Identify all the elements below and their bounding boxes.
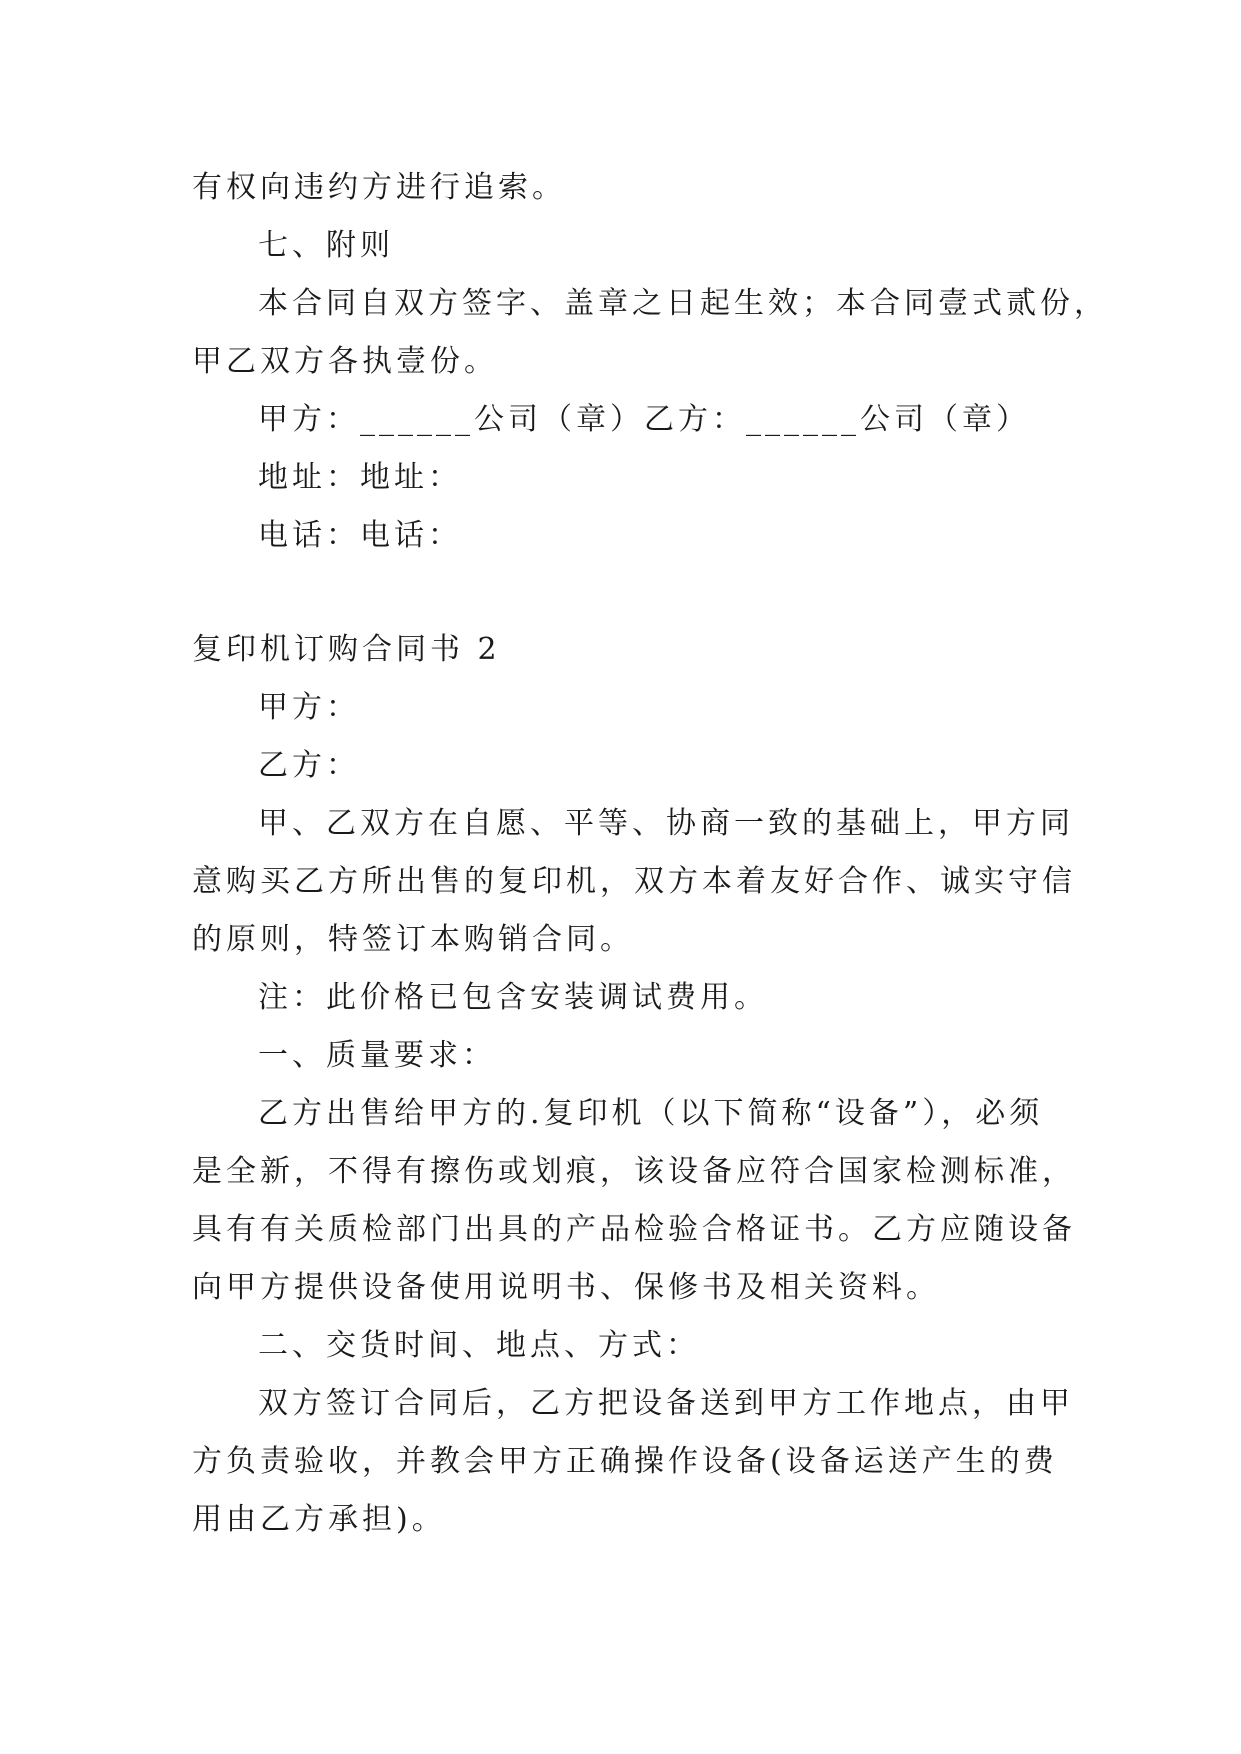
text-line: 方负责验收，并教会甲方正确操作设备(设备运送产生的费: [192, 1444, 1058, 1479]
signature-line: 甲方：______公司（章）乙方：______公司（章）: [258, 402, 1030, 437]
text-line: 的原则，特签订本购销合同。: [192, 922, 634, 957]
phone-line: 电话：电话：: [258, 518, 462, 553]
address-line: 地址：地址：: [258, 460, 462, 495]
text-line: 甲、乙双方在自愿、平等、协商一致的基础上，甲方同: [258, 806, 1074, 841]
text-line: 是全新，不得有擦伤或划痕，该设备应符合国家检测标准，: [192, 1154, 1076, 1189]
text-line: 意购买乙方所出售的复印机，双方本着友好合作、诚实守信: [192, 864, 1076, 899]
text-line: 有权向违约方进行追索。: [192, 170, 566, 205]
text-line: 用由乙方承担)。: [192, 1502, 446, 1537]
text-line: 甲乙双方各执壹份。: [192, 344, 498, 379]
section-heading: 七、附则: [258, 228, 394, 263]
section-heading: 一、质量要求：: [258, 1038, 496, 1073]
text-line: 向甲方提供设备使用说明书、保修书及相关资料。: [192, 1270, 940, 1305]
party-b-line: 乙方：: [258, 748, 360, 783]
note-line: 注：此价格已包含安装调试费用。: [258, 980, 768, 1015]
document-title: 复印机订购合同书 2: [192, 632, 501, 667]
text-line: 本合同自双方签字、盖章之日起生效；本合同壹式贰份，: [258, 286, 1108, 321]
party-a-line: 甲方：: [258, 690, 360, 725]
text-line: 双方签订合同后，乙方把设备送到甲方工作地点，由甲: [258, 1386, 1074, 1421]
section-heading: 二、交货时间、地点、方式：: [258, 1328, 700, 1363]
text-line: 具有有关质检部门出具的产品检验合格证书。乙方应随设备: [192, 1212, 1076, 1247]
text-line: 乙方出售给甲方的.复印机（以下简称“设备”），必须: [258, 1096, 1044, 1131]
